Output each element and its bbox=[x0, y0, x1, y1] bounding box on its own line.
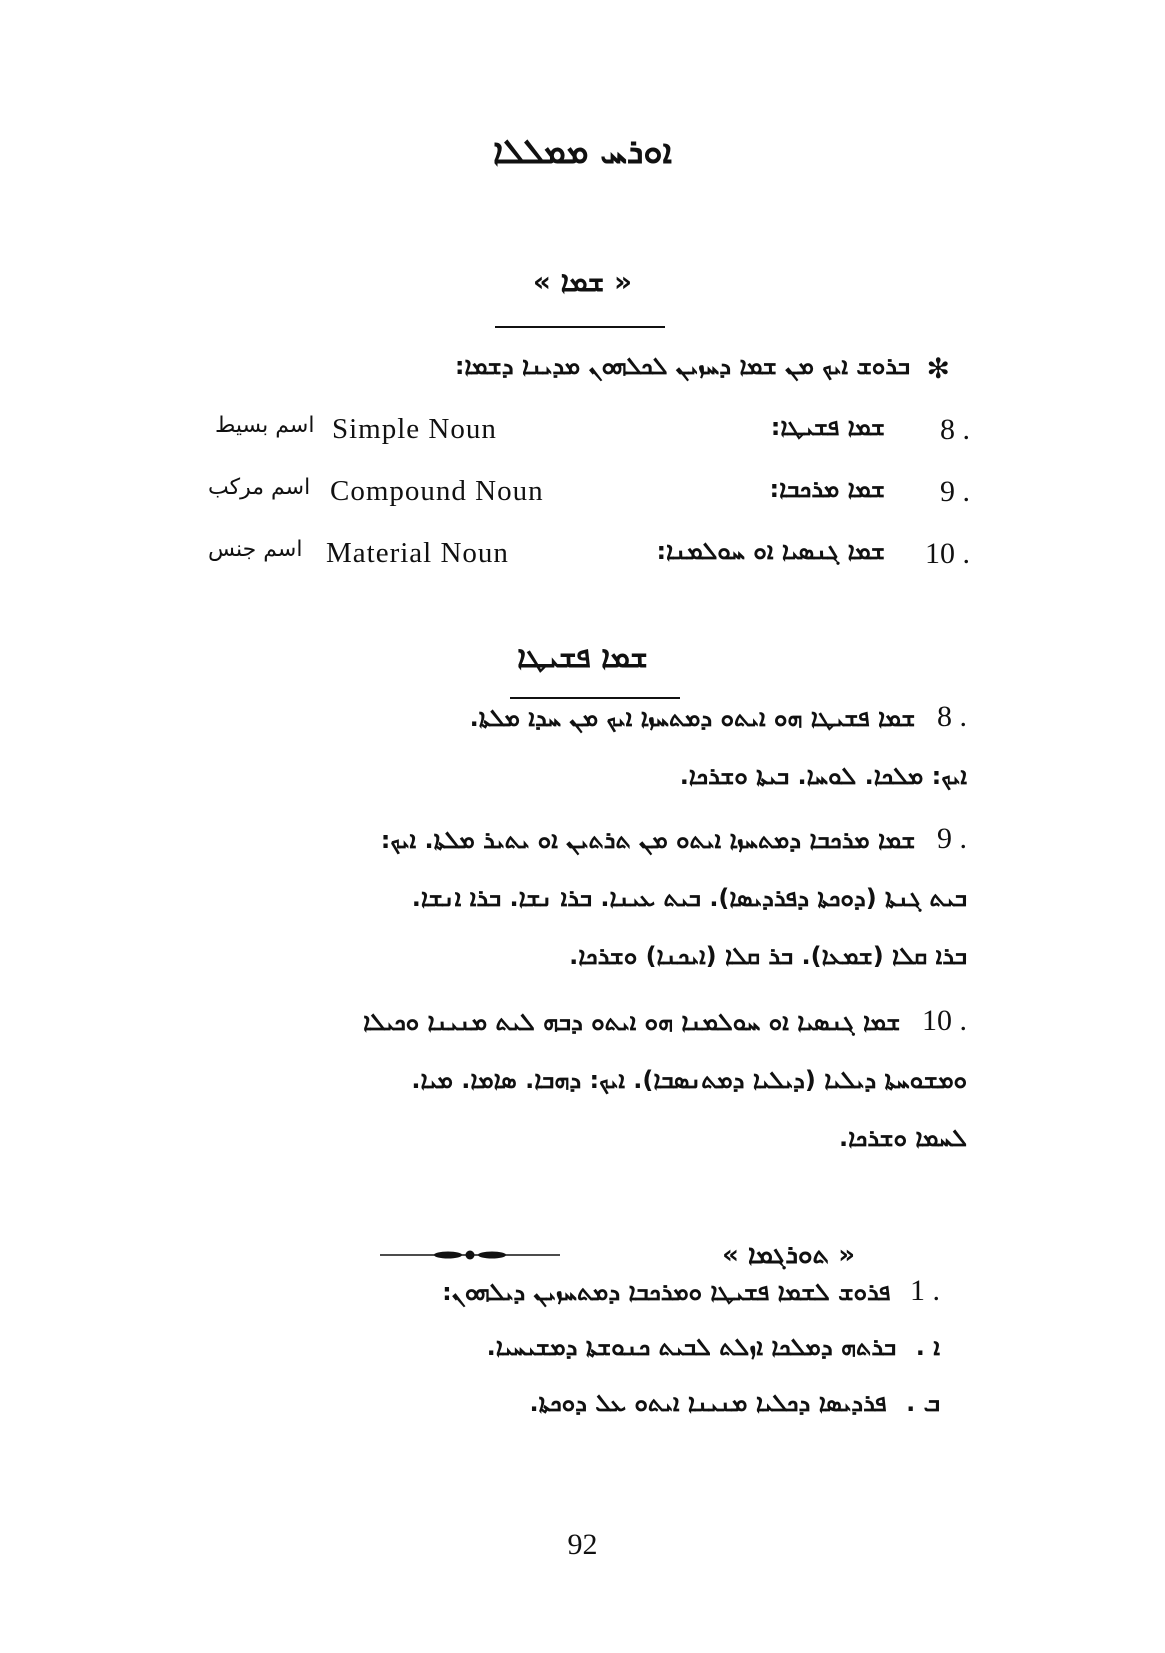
noun-type-english: Simple Noun bbox=[332, 413, 497, 445]
noun-type-arabic: اسم جنس bbox=[208, 537, 303, 562]
paragraph-number: 9 . bbox=[937, 822, 967, 855]
subheading: ܫܡܐ ܦܫܝܛܐ bbox=[517, 640, 648, 675]
paragraph-line: ܐܝܟ: ܡܠܟܐ. ܠܘܚܐ. ܒܝܬܐ ܘܫܪܟܐ. bbox=[679, 762, 967, 790]
page-title: ܐܘܪܚ ܡܡܠܠܐ bbox=[493, 132, 672, 172]
paragraph-line: ܫܡܐ ܡܪܟܒܐ ܕܡܬܚܙܐ ܐܝܬܘ ܡܢ ܬܪܬܝܢ ܐܘ ܝܬܝܪ ܡܠܬܐ. ܐܝܟ: bbox=[380, 826, 916, 854]
noun-type-english: Material Noun bbox=[326, 537, 509, 569]
ornament-divider-icon bbox=[380, 1248, 560, 1262]
noun-type-syriac: ܫܡܐ ܡܪܟܒܐ: bbox=[769, 475, 885, 503]
exercise-number: ܐ . bbox=[915, 1333, 940, 1361]
noun-type-row bbox=[0, 475, 1165, 515]
noun-type-number: 10 . bbox=[925, 537, 970, 570]
exercise-number: 1 . bbox=[910, 1274, 940, 1307]
noun-type-number: 8 . bbox=[940, 413, 970, 446]
noun-type-number: 9 . bbox=[940, 475, 970, 508]
paragraph bbox=[381, 810, 967, 985]
noun-type-arabic: اسم مركب bbox=[208, 475, 311, 500]
paragraph-line: ܠܚܡܐ ܘܫܪܟܐ. bbox=[838, 1124, 967, 1152]
paragraph-line: ܫܡܐ ܦܫܝܛܐ ܗܘ ܐܝܬܘ ܕܡܬܚܙܐ ܐܝܟ ܡܢ ܚܕܐ ܡܠܬܐ. bbox=[469, 704, 916, 732]
star-bullet-icon: ✻ bbox=[926, 352, 950, 385]
noun-type-syriac: ܫܡܐ ܓܢܣܝܐ ܐܘ ܚܘܠܡܢܐ: bbox=[656, 537, 885, 565]
exercise-item bbox=[442, 1262, 940, 1321]
noun-type-row bbox=[0, 537, 1165, 577]
noun-type-syriac: ܫܡܐ ܦܫܝܛܐ: bbox=[770, 413, 885, 441]
paragraph-line: ܘܡܫܘܚܬܐ ܕܝܠܝܐ (ܕܝܠܝܐ ܕܡܬܢܣܒܐ). ܐܝܟ: ܕܗܒܐ. ܣܐܡܐ. ܡܝܐ. bbox=[411, 1066, 967, 1094]
exercise-item bbox=[530, 1374, 940, 1432]
paragraph-line: ܒܪܐ ܩܠܐ (ܫܡܥܐ). ܒܪ ܩܠܐ (ܐܝܟܢܐ) ܘܫܪܟܐ. bbox=[569, 942, 967, 970]
paragraph-line: ܫܡܐ ܓܢܣܝܐ ܐܘ ܚܘܠܡܢܐ ܗܘ ܐܝܬܘ ܕܒܗ ܠܝܬ ܡܢܝܢܐ ܘܟܝܠܐ bbox=[363, 1008, 901, 1036]
paragraph-number: 10 . bbox=[922, 1004, 967, 1037]
exercise-heading: « ܬܘܪܓܡܐ » bbox=[722, 1240, 855, 1270]
page-number: 92 bbox=[567, 1528, 598, 1561]
exercise-number: ܒ . bbox=[906, 1389, 940, 1417]
paragraph bbox=[470, 688, 967, 805]
noun-type-row bbox=[0, 413, 1165, 453]
exercise-text: ܦܪܕܝܣܐ ܕܟܠܝܐ ܡܢܝܢܐ ܐܝܬܘ ܥܠ ܕܘܟܬܐ. bbox=[529, 1389, 887, 1417]
exercise-text: ܒܪܬܗ ܕܡܠܟܐ ܐܙܠܬ ܠܒܝܬ ܟܢܘܫܬܐ ܕܡܫܝܚܝܐ. bbox=[486, 1333, 897, 1361]
paragraph-line: ܒܝܬ ܓܢܬܐ (ܕܘܟܬܐ ܕܦܪܕܝܣܐ). ܒܝܬ ܥܝܢܐ. ܒܪܐ ܢܫܐ. ܒܪܐ ܐܢܫܐ. bbox=[411, 884, 967, 912]
noun-type-arabic: اسم بسيط bbox=[215, 413, 315, 438]
noun-type-english: Compound Noun bbox=[330, 475, 544, 507]
section-underline bbox=[495, 326, 665, 328]
paragraph-number: 8 . bbox=[937, 700, 967, 733]
section-label: « ܫܡܐ » bbox=[532, 265, 633, 298]
intro-text: ܒܪܘܫ ܐܝܟ ܡܢ ܫܡܐ ܕܚܙܝܢ ܠܟܠܗܘܢ ܡܕܝܢܐ ܕܫܡܐ: bbox=[454, 352, 910, 380]
paragraph bbox=[363, 992, 967, 1167]
exercise-text: ܦܪܘܫ ܠܫܡܐ ܦܫܝܛܐ ܘܡܪܟܒܐ ܕܡܬܚܙܝܢ ܕܝܠܗܘܢ: bbox=[442, 1278, 891, 1306]
exercise-item bbox=[487, 1318, 940, 1376]
